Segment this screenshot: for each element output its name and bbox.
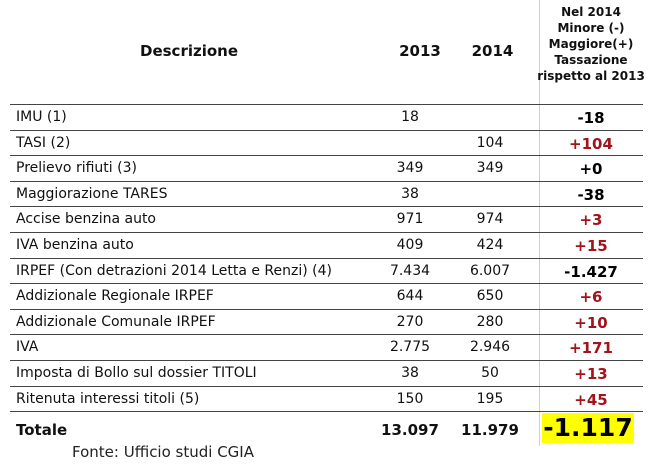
- table-row: [10, 207, 643, 233]
- row-description: TASI (2): [16, 134, 71, 151]
- row-value-2014: 6.007: [469, 262, 511, 279]
- table-row: [10, 131, 643, 157]
- row-difference: +10: [574, 313, 608, 332]
- row-value-2013: 150: [396, 390, 424, 407]
- table-row: [10, 284, 643, 310]
- header-difference-line: Maggiore(+): [548, 37, 634, 51]
- row-description: IVA benzina auto: [16, 236, 134, 253]
- row-value-2013: 971: [396, 211, 424, 228]
- tax-comparison-table: [10, 0, 643, 448]
- header-difference-line: Tassazione: [554, 53, 628, 67]
- total-2013: 13.097: [381, 421, 439, 440]
- row-description: Maggiorazione TARES: [16, 185, 168, 202]
- row-description: Accise benzina auto: [16, 211, 156, 228]
- header-2014: 2014: [471, 42, 514, 60]
- row-description: Prelievo rifiuti (3): [16, 160, 137, 177]
- header-difference-line: rispetto al 2013: [537, 69, 645, 83]
- row-value-2013: 2.775: [389, 339, 431, 356]
- table-row: [10, 259, 643, 285]
- header-description: Descrizione: [140, 42, 239, 60]
- row-description: IVA: [16, 339, 39, 356]
- row-difference: -18: [577, 109, 605, 127]
- total-difference-highlight: -1.117: [543, 413, 633, 443]
- table-row: [10, 156, 643, 182]
- row-description: Imposta di Bollo sul dossier TITOLI: [16, 364, 257, 381]
- header-difference-line: Nel 2014: [561, 5, 621, 19]
- row-value-2014: 349: [476, 160, 504, 177]
- row-value-2013: 38: [401, 185, 419, 202]
- row-difference: +0: [579, 160, 603, 179]
- row-difference: +104: [569, 134, 613, 153]
- header-2013: 2013: [399, 42, 441, 60]
- row-value-2014: 195: [476, 390, 504, 407]
- row-value-2013: 270: [396, 313, 424, 330]
- table-row: [10, 387, 643, 413]
- table-body: [10, 105, 643, 412]
- row-difference: +171: [569, 339, 613, 358]
- row-value-2014: 50: [481, 364, 499, 381]
- total-2014: 11.979: [461, 421, 519, 440]
- row-value-2013: 38: [401, 364, 419, 381]
- total-label: Totale: [16, 421, 68, 440]
- row-difference: +6: [579, 288, 603, 307]
- row-difference: +45: [574, 390, 608, 409]
- row-description: Addizionale Comunale IRPEF: [16, 313, 216, 330]
- table-row: [10, 335, 643, 361]
- row-value-2013: 18: [401, 109, 419, 125]
- row-difference: +3: [579, 211, 603, 230]
- row-description: IMU (1): [16, 109, 67, 125]
- table-header: [10, 0, 643, 105]
- table-row: [10, 182, 643, 208]
- header-difference-line: Minore (-): [557, 21, 625, 35]
- row-value-2014: 974: [476, 211, 504, 228]
- row-description: Ritenuta interessi titoli (5): [16, 390, 200, 407]
- table-row: [10, 233, 643, 259]
- header-difference: [536, 4, 646, 84]
- row-value-2013: 409: [396, 236, 424, 253]
- row-difference: -1.427: [564, 262, 618, 281]
- row-value-2013: 644: [396, 288, 424, 305]
- row-value-2014: 2.946: [469, 339, 511, 356]
- row-value-2014: 104: [476, 134, 504, 151]
- row-description: IRPEF (Con detrazioni 2014 Letta e Renzi) (4): [16, 262, 332, 279]
- row-value-2014: 424: [476, 236, 504, 253]
- row-description: Addizionale Regionale IRPEF: [16, 288, 214, 305]
- row-value-2014: 650: [476, 288, 504, 305]
- row-difference: +13: [574, 364, 608, 383]
- table-row: [10, 105, 643, 131]
- row-difference: +15: [574, 236, 608, 255]
- source-note: Fonte: Ufficio studi CGIA: [72, 443, 254, 461]
- row-value-2014: 280: [476, 313, 504, 330]
- table-row: [10, 310, 643, 336]
- row-difference: -38: [577, 185, 605, 204]
- row-value-2013: 349: [396, 160, 424, 177]
- table-row: [10, 361, 643, 387]
- row-value-2013: 7.434: [389, 262, 431, 279]
